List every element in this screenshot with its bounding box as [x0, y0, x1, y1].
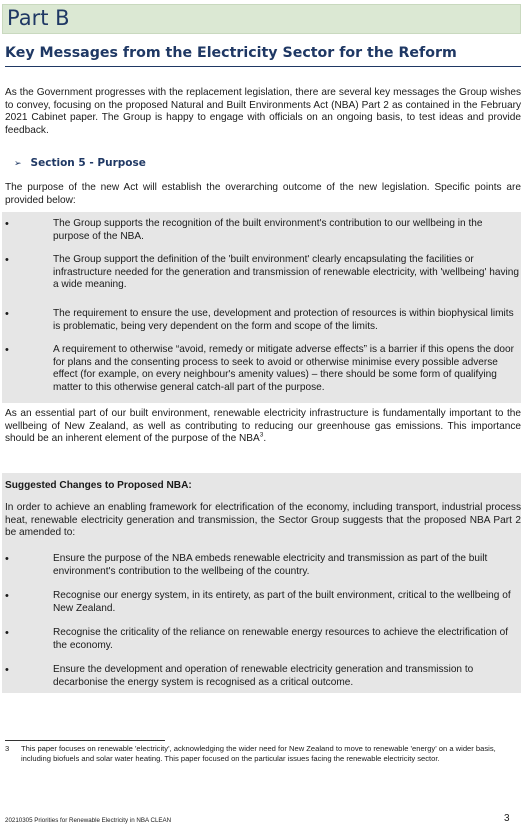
bullet-icon: • [5, 308, 9, 320]
suggested-intro-paragraph: In order to achieve an enabling framework for electrification of the economy, including transport, industrial process heat, renewable electricity generation and transmission, the Sector Group suggests that the proposed NBA Part 2 be amended to: [5, 502, 521, 539]
closing-period: . [263, 433, 267, 445]
section-heading [14, 157, 146, 169]
page-number: 3 [504, 813, 510, 824]
bullet-icon: • [5, 590, 9, 602]
purpose-points-block [2, 212, 521, 403]
footer-filename: 20210305 Priorities for Renewable Electricity in NBA CLEAN [5, 817, 172, 824]
list-item-text: Recognise our energy system, in its entirety, as part of the built environment, critical to the wellbeing of New Zealand. [53, 590, 511, 614]
bullet-icon: • [5, 664, 9, 676]
bullet-icon: • [5, 218, 9, 230]
footnote-reference[interactable]: 3 [259, 431, 264, 439]
list-item-text: Recognise the criticality of the reliance on renewable energy resources to achieve the electrification of the economy. [53, 627, 509, 651]
list-item-text: The Group supports the recognition of the built environment's contribution to our wellbeing in the purpose of the NBA. [53, 218, 483, 242]
part-header-band [2, 4, 521, 34]
bullet-icon: • [5, 627, 9, 639]
list-item-text: Ensure the purpose of the NBA embeds renewable electricity and transmission as part of the built environment's contribution to the wellbeing of the country. [53, 553, 488, 577]
footnote-number: 3 [5, 744, 10, 753]
list-item-text: The requirement to ensure the use, development and protection of resources is within biophysical limits is problematic, being very dependent on the form and scope of the limits. [53, 308, 514, 332]
suggested-changes-heading: Suggested Changes to Proposed NBA: [5, 480, 192, 491]
closing-text: As an essential part of our built environment, renewable electricity infrastructure is fundamentally important to the wellbeing of New Zealand, as well as contributing to reducing our greenhouse gas emissions. This importance should be an inherent element of the purpose of the NBA [5, 408, 521, 445]
footnote-divider [5, 740, 165, 741]
page-title: Key Messages from the Electricity Sector for the Reform [5, 45, 521, 67]
list-item-text: Ensure the development and operation of renewable electricity generation and transmission to decarbonise the energy system is recognised as a critical outcome. [53, 664, 474, 688]
bullet-icon: • [5, 344, 9, 356]
section-heading-label: Section 5 - Purpose [30, 157, 146, 169]
bullet-icon: • [5, 254, 9, 266]
list-item-text: The Group support the definition of the 'built environment' clearly encapsulating the facilities or infrastructure needed for the generation and transmission of renewable electricity, with 'wellbeing' having a wide meaning. [53, 254, 519, 291]
arrow-bullet-icon: ➢ [14, 159, 22, 169]
closing-paragraph [5, 408, 521, 446]
list-item-text: A requirement to otherwise “avoid, remedy or mitigate adverse effects” is a barrier if this opens the door for plans and the consenting process to seek to avoid or otherwise minimise every possible adverse effect (for example, on every neighbour's amenity values) – there should be some form of qualifying matter to this otherwise general catch-all part of the purpose. [53, 344, 514, 393]
footnote-text: This paper focuses on renewable 'electricity', acknowledging the wider need for New Zealand to move to renewable 'energy' on a wider basis, including biofuels and solar water heating. This paper focused on the particular issues facing the renewable electricity sector. [21, 744, 496, 763]
intro-paragraph: As the Government progresses with the replacement legislation, there are several key messages the Group wishes to convey, focusing on the proposed Natural and Built Environments Act (NBA) Part 2 as contained in the February 2021 Cabinet paper. The Group is happy to engage with officials on an ongoing basis, to test ideas and provide feedback. [5, 87, 521, 136]
part-title: Part B [7, 6, 70, 30]
bullet-icon: • [5, 553, 9, 565]
purpose-intro-paragraph: The purpose of the new Act will establish the overarching outcome of the new legislation. Specific points are provided below: [5, 182, 521, 206]
